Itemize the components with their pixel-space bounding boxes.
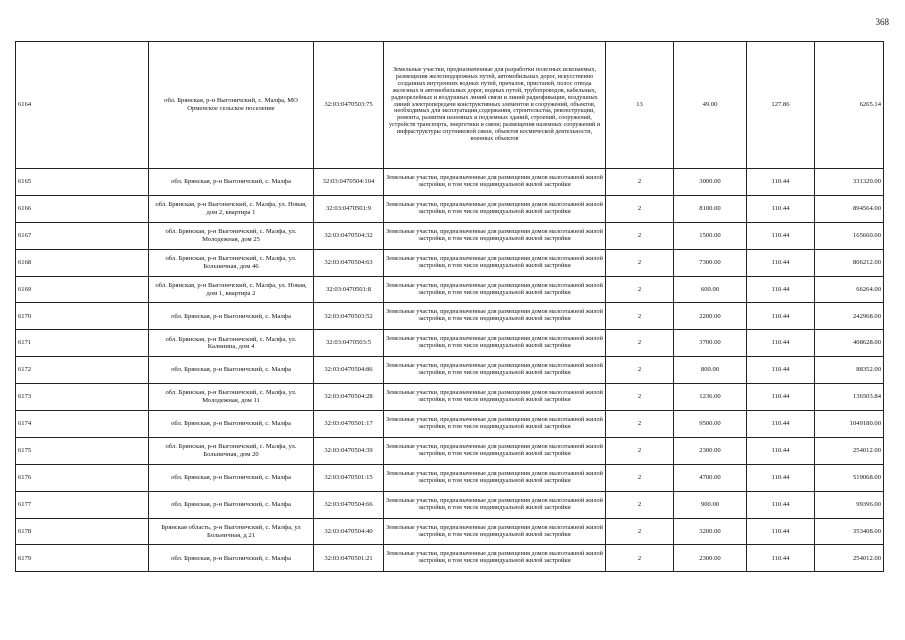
row-number-cell: 6175 xyxy=(16,437,149,464)
permitted-use-cell: Земельные участки, предназначенные для размещения домов малоэтажной жилой застройки, в том числе индивидуальной жилой застройки xyxy=(384,303,606,330)
permitted-use-cell: Земельные участки, предназначенные для размещения домов малоэтажной жилой застройки, в том числе индивидуальной жилой застройки xyxy=(384,276,606,303)
cadastral-value-cell: 1049180.00 xyxy=(815,411,884,438)
row-number-cell: 6165 xyxy=(16,169,149,196)
area-cell: 7300.00 xyxy=(674,249,747,276)
address-cell: обл. Брянская, р-н Выгоничский, с. Малфа xyxy=(149,545,314,572)
use-group-cell: 2 xyxy=(606,330,674,357)
cadastral-number-cell: 32:03:0470504:32 xyxy=(314,222,384,249)
specific-value-cell: 110.44 xyxy=(747,169,815,196)
row-number-cell: 6167 xyxy=(16,222,149,249)
address-cell: обл. Брянская, р-н Выгоничский, с. Малфа xyxy=(149,357,314,384)
cadastral-value-cell: 254012.00 xyxy=(815,437,884,464)
cadastral-number-cell: 32:03:0470503:5 xyxy=(314,330,384,357)
specific-value-cell: 110.44 xyxy=(747,491,815,518)
cadastral-value-cell: 353408.00 xyxy=(815,518,884,545)
permitted-use-cell: Земельные участки, предназначенные для размещения домов малоэтажной жилой застройки, в том числе индивидуальной жилой застройки xyxy=(384,330,606,357)
area-cell: 9500.00 xyxy=(674,411,747,438)
specific-value-cell: 110.44 xyxy=(747,464,815,491)
specific-value-cell: 110.44 xyxy=(747,195,815,222)
permitted-use-cell: Земельные участки, предназначенные для размещения домов малоэтажной жилой застройки, в том числе индивидуальной жилой застройки xyxy=(384,222,606,249)
table-row xyxy=(16,491,884,518)
area-cell: 600.00 xyxy=(674,276,747,303)
area-cell: 900.00 xyxy=(674,491,747,518)
permitted-use-cell: Земельные участки, предназначенные для размещения домов малоэтажной жилой застройки, в том числе индивидуальной жилой застройки xyxy=(384,545,606,572)
cadastral-number-cell: 32:03:0470504:104 xyxy=(314,169,384,196)
area-cell: 2300.00 xyxy=(674,437,747,464)
address-cell: обл. Брянская, р-н Выгоничский, с. Малфа xyxy=(149,303,314,330)
cadastral-number-cell: 32:03:0470501:15 xyxy=(314,464,384,491)
permitted-use-cell: Земельные участки, предназначенные для размещения домов малоэтажной жилой застройки, в том числе индивидуальной жилой застройки xyxy=(384,249,606,276)
area-cell: 49.00 xyxy=(674,42,747,169)
specific-value-cell: 110.44 xyxy=(747,222,815,249)
specific-value-cell: 110.44 xyxy=(747,303,815,330)
row-number-cell: 6177 xyxy=(16,491,149,518)
row-number-cell: 6171 xyxy=(16,330,149,357)
row-number-cell: 6172 xyxy=(16,357,149,384)
table-row xyxy=(16,384,884,411)
specific-value-cell: 110.44 xyxy=(747,249,815,276)
cadastral-number-cell: 32:03:0470504:39 xyxy=(314,437,384,464)
specific-value-cell: 110.44 xyxy=(747,384,815,411)
area-cell: 3000.00 xyxy=(674,169,747,196)
use-group-cell: 2 xyxy=(606,518,674,545)
specific-value-cell: 110.44 xyxy=(747,276,815,303)
cadastral-value-cell: 136503.84 xyxy=(815,384,884,411)
row-number-cell: 6169 xyxy=(16,276,149,303)
address-cell: обл. Брянская, р-н Выгоничский, с. Малфа, ул. Калинина, дом 4 xyxy=(149,330,314,357)
table-row xyxy=(16,42,884,169)
specific-value-cell: 110.44 xyxy=(747,437,815,464)
use-group-cell: 2 xyxy=(606,464,674,491)
row-number-cell: 6176 xyxy=(16,464,149,491)
permitted-use-cell: Земельные участки, предназначенные для размещения домов малоэтажной жилой застройки, в том числе индивидуальной жилой застройки xyxy=(384,357,606,384)
cadastral-value-cell: 6265.14 xyxy=(815,42,884,169)
table-row xyxy=(16,437,884,464)
row-number-cell: 6164 xyxy=(16,42,149,169)
area-cell: 2200.00 xyxy=(674,303,747,330)
cadastral-value-cell: 165660.00 xyxy=(815,222,884,249)
area-cell: 1500.00 xyxy=(674,222,747,249)
address-cell: обл. Брянская, р-н Выгоничский, с. Малфа, ул. Больничная, дом 46 xyxy=(149,249,314,276)
row-number-cell: 6174 xyxy=(16,411,149,438)
permitted-use-cell: Земельные участки, предназначенные для размещения домов малоэтажной жилой застройки, в том числе индивидуальной жилой застройки xyxy=(384,464,606,491)
table-row xyxy=(16,464,884,491)
address-cell: обл. Брянская, р-н Выгоничский, с. Малфа, ул. Молодежная, дом 11 xyxy=(149,384,314,411)
cadastral-value-cell: 66264.00 xyxy=(815,276,884,303)
use-group-cell: 2 xyxy=(606,384,674,411)
address-cell: обл. Брянская, р-н Выгоничский, с. Малфа, МО Орменское сельское поселение xyxy=(149,42,314,169)
cadastral-number-cell: 32:03:0470503:75 xyxy=(314,42,384,169)
address-cell: обл. Брянская, р-н Выгоничский, с. Малфа, ул. Новая, дом 2, квартира 1 xyxy=(149,195,314,222)
cadastral-number-cell: 32:03:0470501:21 xyxy=(314,545,384,572)
cadastral-number-cell: 32:03:0470501:8 xyxy=(314,276,384,303)
use-group-cell: 2 xyxy=(606,357,674,384)
use-group-cell: 2 xyxy=(606,303,674,330)
cadastral-value-cell: 519068.00 xyxy=(815,464,884,491)
table-row xyxy=(16,195,884,222)
address-cell: обл. Брянская, р-н Выгоничский, с. Малфа xyxy=(149,411,314,438)
use-group-cell: 2 xyxy=(606,249,674,276)
row-number-cell: 6170 xyxy=(16,303,149,330)
permitted-use-cell: Земельные участки, предназначенные для размещения домов малоэтажной жилой застройки, в том числе индивидуальной жилой застройки xyxy=(384,518,606,545)
permitted-use-cell: Земельные участки, предназначенные для размещения домов малоэтажной жилой застройки, в том числе индивидуальной жилой застройки xyxy=(384,169,606,196)
table-body xyxy=(16,42,884,572)
table-row xyxy=(16,303,884,330)
area-cell: 4700.00 xyxy=(674,464,747,491)
table-row xyxy=(16,411,884,438)
row-number-cell: 6168 xyxy=(16,249,149,276)
permitted-use-cell: Земельные участки, предназначенные для размещения домов малоэтажной жилой застройки, в том числе индивидуальной жилой застройки xyxy=(384,195,606,222)
table-row xyxy=(16,169,884,196)
cadastral-value-cell: 408628.00 xyxy=(815,330,884,357)
cadastral-value-cell: 242968.00 xyxy=(815,303,884,330)
cadastral-value-cell: 894564.00 xyxy=(815,195,884,222)
permitted-use-cell: Земельные участки, предназначенные для размещения домов малоэтажной жилой застройки, в том числе индивидуальной жилой застройки xyxy=(384,437,606,464)
table-row xyxy=(16,249,884,276)
cadastral-value-cell: 88352.00 xyxy=(815,357,884,384)
address-cell: обл. Брянская, р-н Выгоничский, с. Малфа, ул. Больничная, дом 20 xyxy=(149,437,314,464)
address-cell: обл. Брянская, р-н Выгоничский, с. Малфа, ул. Молодежная, дом 25 xyxy=(149,222,314,249)
specific-value-cell: 110.44 xyxy=(747,411,815,438)
table-row xyxy=(16,222,884,249)
specific-value-cell: 127.86 xyxy=(747,42,815,169)
table-row xyxy=(16,330,884,357)
cadastral-value-cell: 331320.00 xyxy=(815,169,884,196)
page-number: 368 xyxy=(875,17,889,27)
cadastral-value-cell: 254012.00 xyxy=(815,545,884,572)
area-cell: 3200.00 xyxy=(674,518,747,545)
cadastral-number-cell: 32:03:0470504:86 xyxy=(314,357,384,384)
area-cell: 1236.00 xyxy=(674,384,747,411)
table-row xyxy=(16,545,884,572)
address-cell: обл. Брянская, р-н Выгоничский, с. Малфа xyxy=(149,169,314,196)
cadastral-value-cell: 806212.00 xyxy=(815,249,884,276)
cadastral-number-cell: 32:03:0470504:63 xyxy=(314,249,384,276)
area-cell: 800.00 xyxy=(674,357,747,384)
address-cell: обл. Брянская, р-н Выгоничский, с. Малфа xyxy=(149,464,314,491)
permitted-use-cell: Земельные участки, предназначенные для размещения домов малоэтажной жилой застройки, в том числе индивидуальной жилой застройки xyxy=(384,384,606,411)
row-number-cell: 6166 xyxy=(16,195,149,222)
area-cell: 2300.00 xyxy=(674,545,747,572)
use-group-cell: 2 xyxy=(606,491,674,518)
specific-value-cell: 110.44 xyxy=(747,518,815,545)
permitted-use-cell: Земельные участки, предназначенные для размещения домов малоэтажной жилой застройки, в том числе индивидуальной жилой застройки xyxy=(384,411,606,438)
cadastral-number-cell: 32:03:0470504:28 xyxy=(314,384,384,411)
use-group-cell: 2 xyxy=(606,195,674,222)
specific-value-cell: 110.44 xyxy=(747,357,815,384)
permitted-use-cell: Земельные участки, предназначенные для размещения домов малоэтажной жилой застройки, в том числе индивидуальной жилой застройки xyxy=(384,491,606,518)
table-row xyxy=(16,518,884,545)
specific-value-cell: 110.44 xyxy=(747,545,815,572)
use-group-cell: 2 xyxy=(606,545,674,572)
table-row xyxy=(16,357,884,384)
table-row xyxy=(16,276,884,303)
use-group-cell: 2 xyxy=(606,437,674,464)
specific-value-cell: 110.44 xyxy=(747,330,815,357)
row-number-cell: 6173 xyxy=(16,384,149,411)
row-number-cell: 6179 xyxy=(16,545,149,572)
cadastral-value-cell: 99396.00 xyxy=(815,491,884,518)
address-cell: Брянская область, р-н Выгоничский, с. Малфа, ул Больничная, д 21 xyxy=(149,518,314,545)
cadastral-number-cell: 32:03:0470504:40 xyxy=(314,518,384,545)
address-cell: обл. Брянская, р-н Выгоничский, с. Малфа xyxy=(149,491,314,518)
cadastral-number-cell: 32:03:0470503:52 xyxy=(314,303,384,330)
cadastral-number-cell: 32:03:0470501:17 xyxy=(314,411,384,438)
use-group-cell: 2 xyxy=(606,411,674,438)
cadastral-number-cell: 32:03:0470504:66 xyxy=(314,491,384,518)
permitted-use-cell: Земельные участки, предназначенные для разработки полезных ископаемых, размещения железнодорожных путей, автомобильных дорог, искусственно созданных внутренних водных путей, причалов, пристаней, полос отвода железных и автомобильных дорог, водных путей, трубопроводов, кабельных, радиорелейных и воздушных линий связи и линий радиофикации, воздушных линий электропередачи конструктивных элементов и сооружений, объектов, необходимых для эксплуатации,содержания, строительства, реконструкции, ремонта, развития наземных и подземных зданий, строений, сооружений, устройств транспорта, энергетики и связи; размещения наземных сооружений и инфраструктуры спутниковой связи, объектов космической деятельности, военных объектов xyxy=(384,42,606,169)
address-cell: обл. Брянская, р-н Выгоничский, с. Малфа, ул. Новая, дом 1, квартира 2 xyxy=(149,276,314,303)
cadastral-value-table xyxy=(15,41,884,572)
use-group-cell: 2 xyxy=(606,169,674,196)
use-group-cell: 13 xyxy=(606,42,674,169)
area-cell: 3700.00 xyxy=(674,330,747,357)
area-cell: 8100.00 xyxy=(674,195,747,222)
row-number-cell: 6178 xyxy=(16,518,149,545)
cadastral-number-cell: 32:03:0470501:9 xyxy=(314,195,384,222)
use-group-cell: 2 xyxy=(606,276,674,303)
use-group-cell: 2 xyxy=(606,222,674,249)
